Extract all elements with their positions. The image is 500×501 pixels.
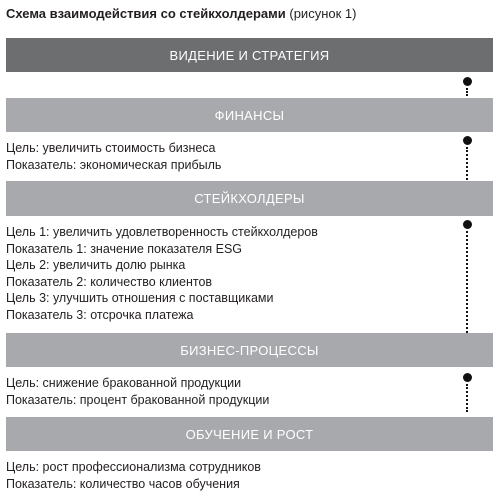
stakeholders-goal-1: Цель 1: увеличить удовлетворенность стейкхолдеров — [6, 225, 318, 239]
header-stakeholders: СТЕЙКХОЛДЕРЫ — [6, 181, 493, 216]
header-business-processes: БИЗНЕС-ПРОЦЕССЫ — [6, 333, 493, 367]
header-finance: ФИНАНСЫ — [6, 98, 493, 132]
finance-metric: Показатель: экономическая прибыль — [6, 157, 222, 172]
connector-3 — [461, 220, 473, 333]
header-learning-growth: ОБУЧЕНИЕ И РОСТ — [6, 417, 493, 451]
finance-goal: Цель: увеличить стоимость бизнеса — [6, 141, 216, 155]
business-processes-goal: Цель: снижение бракованной продукции — [6, 376, 242, 390]
stakeholders-goal-2: Цель 2: увеличить долю рынка — [6, 258, 186, 273]
connector-1 — [461, 77, 473, 96]
stakeholders-lines — [6, 224, 318, 324]
connector-dotted-line — [466, 231, 468, 333]
connector-dot — [463, 77, 472, 86]
connector-dot — [463, 373, 472, 382]
connector-dot — [463, 220, 472, 229]
connector-dotted-line — [466, 147, 468, 183]
business-processes-lines — [6, 375, 269, 408]
title-suffix: (рисунок 1) — [285, 6, 357, 21]
connector-2 — [461, 136, 473, 183]
finance-lines — [6, 140, 221, 173]
connector-4 — [461, 373, 473, 412]
stakeholders-metric-2: Показатель 2: количество клиентов — [6, 274, 213, 289]
figure-title — [6, 6, 356, 22]
stakeholders-metric-3: Показатель 3: отсрочка платежа — [6, 307, 194, 322]
connector-dot — [463, 136, 472, 145]
learning-growth-metric: Показатель: количество часов обучения — [6, 476, 240, 491]
stakeholders-metric-1: Показатель 1: значение показателя ESG — [6, 241, 243, 256]
learning-growth-goal: Цель: рост профессионализма сотрудников — [6, 460, 261, 474]
business-processes-metric: Показатель: процент бракованной продукции — [6, 392, 270, 407]
connector-dotted-line — [466, 384, 468, 412]
learning-growth-lines — [6, 459, 261, 492]
header-vision-strategy: ВИДЕНИЕ И СТРАТЕГИЯ — [6, 38, 493, 72]
connector-dotted-line — [466, 88, 468, 96]
stakeholders-goal-3: Цель 3: улучшить отношения с поставщиками — [6, 291, 274, 306]
title-bold: Схема взаимодействия со стейкхолдерами — [6, 6, 286, 21]
